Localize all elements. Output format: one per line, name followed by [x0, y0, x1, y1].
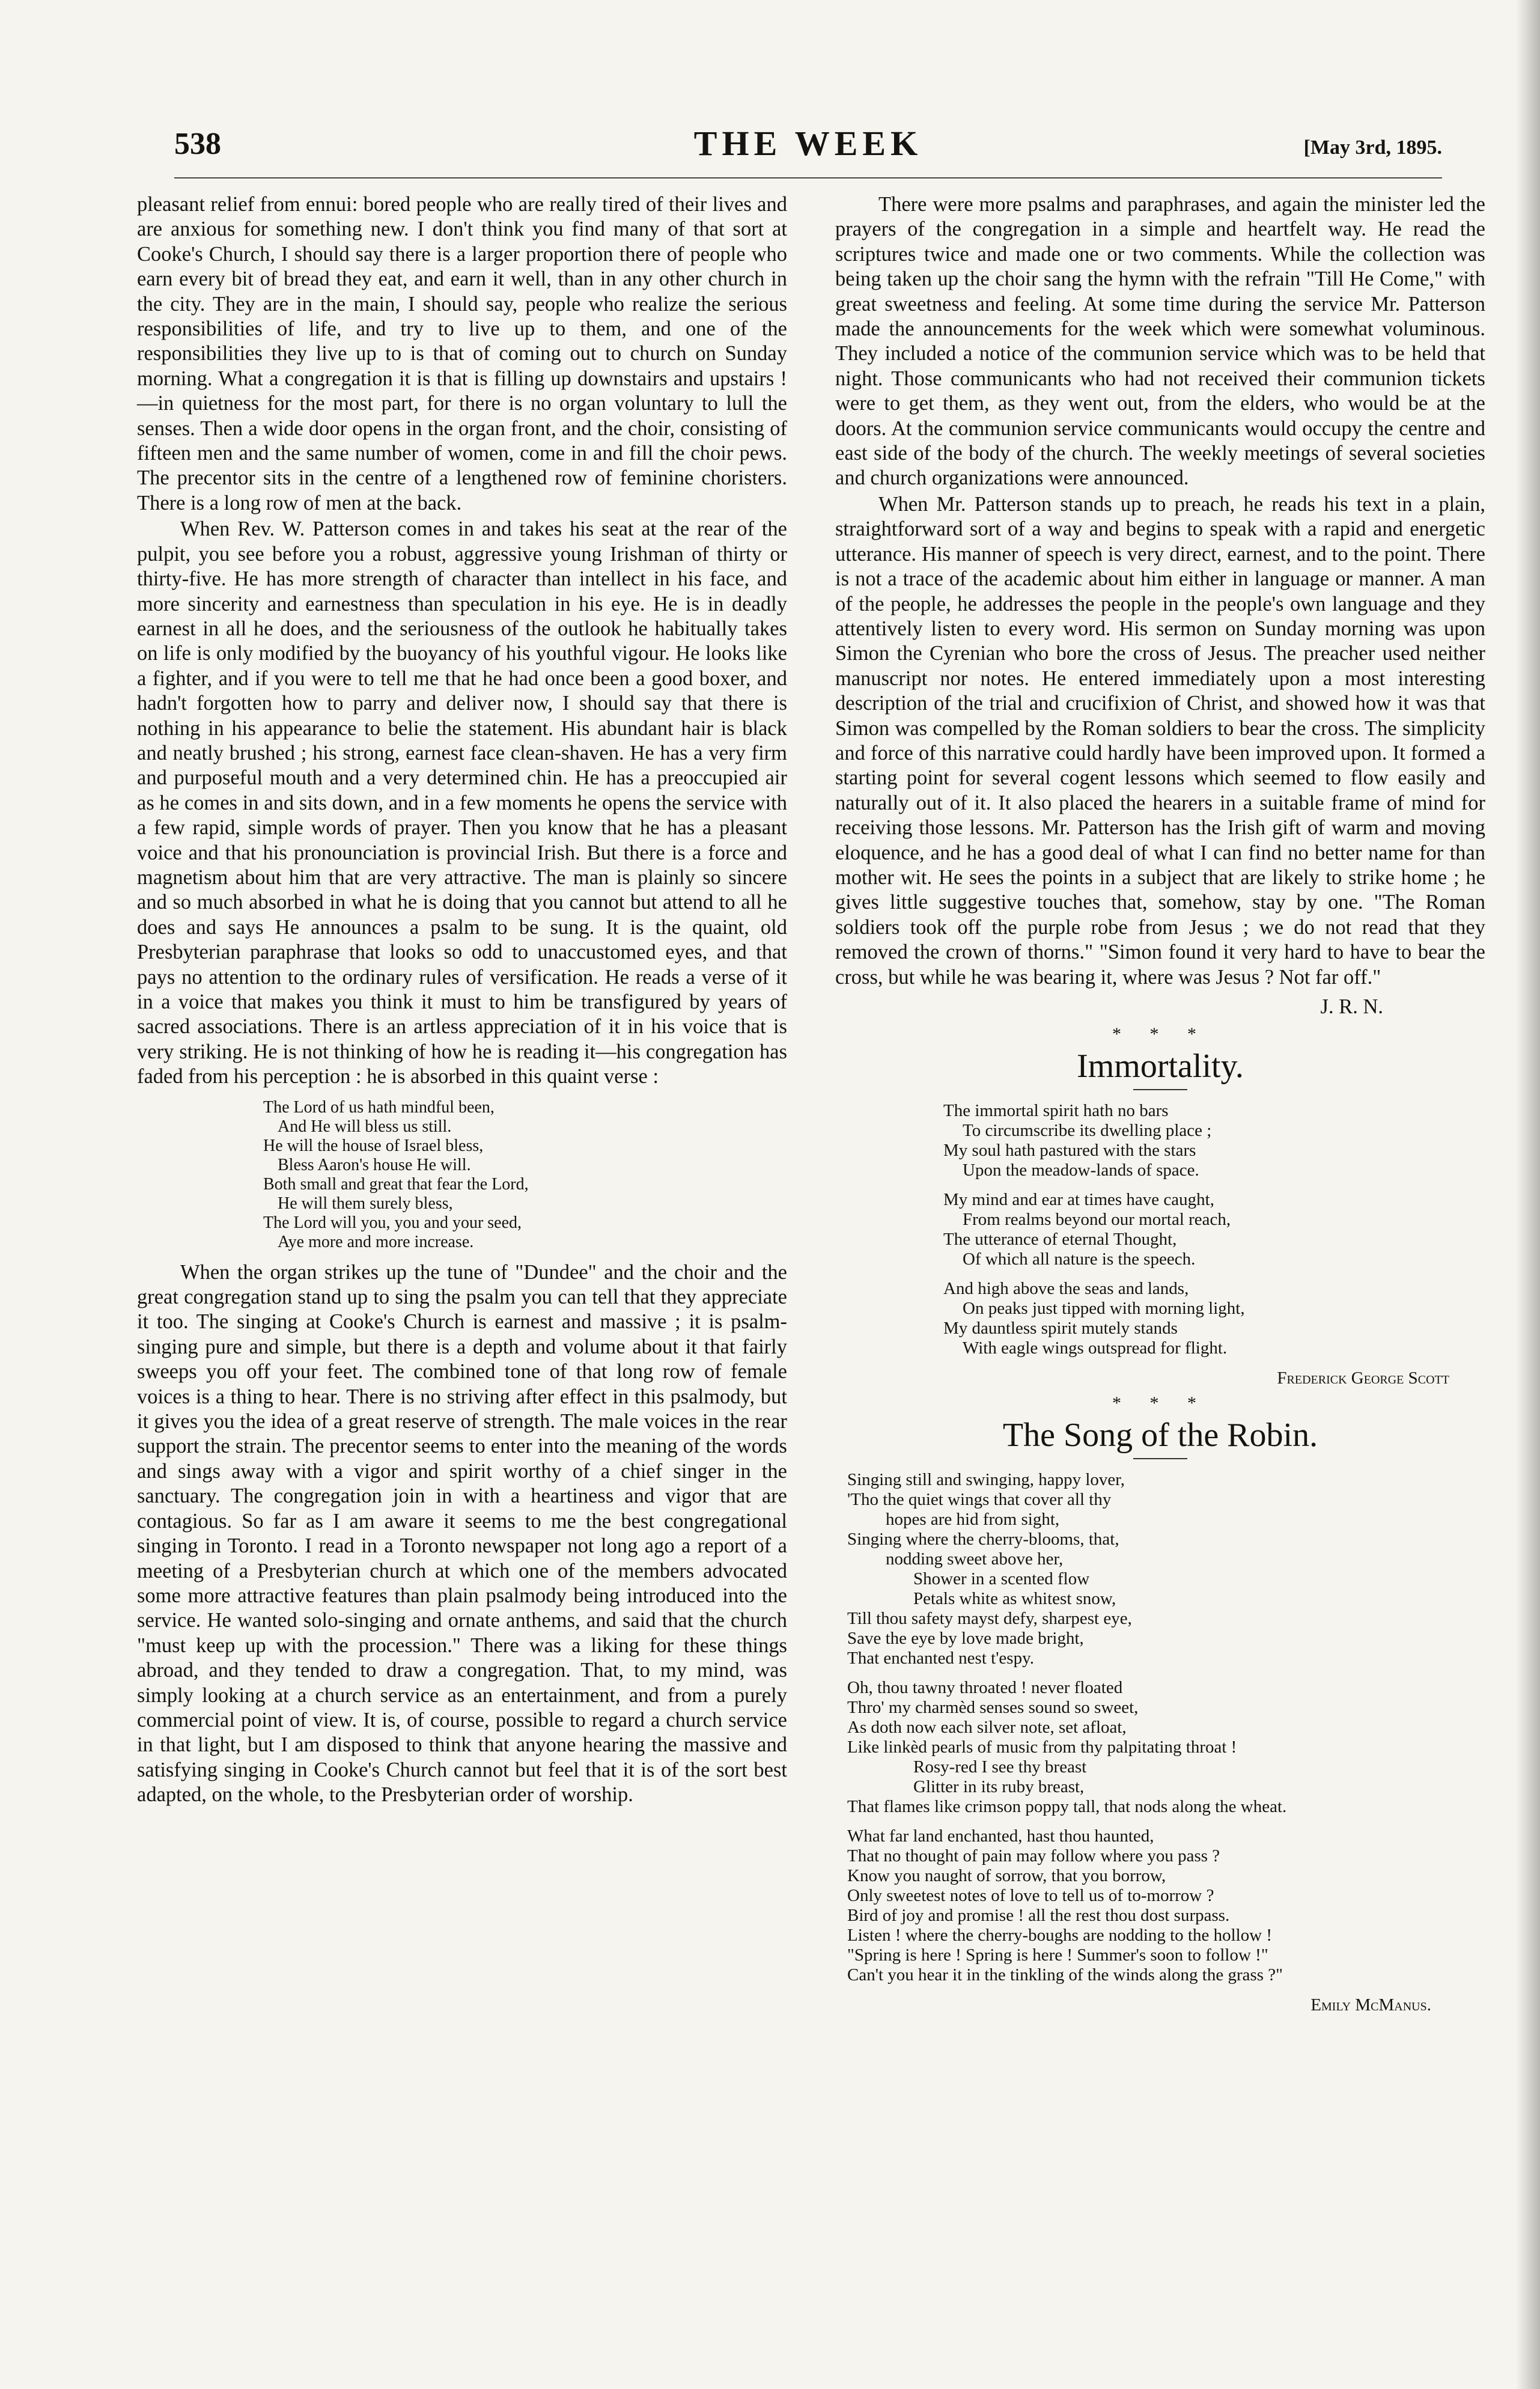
poem-line: On peaks just tipped with morning light,: [963, 1299, 1245, 1319]
page-number: 538: [174, 127, 221, 161]
poem-line: My mind and ear at times have caught,: [943, 1190, 1214, 1210]
poem-line: Of which all nature is the speech.: [963, 1249, 1196, 1269]
poem-line: From realms beyond our mortal reach,: [963, 1210, 1231, 1230]
poem-line: To circumscribe its dwelling place ;: [963, 1121, 1212, 1141]
poem-line: Only sweetest notes of love to tell us of to-morrow ?: [847, 1886, 1214, 1906]
page-header: [174, 123, 1442, 178]
poem-immortality: [943, 1101, 1485, 1358]
page-edge-shadow: [1516, 0, 1540, 2389]
poem-line: Like linkèd pearls of music from thy palpitating throat !: [847, 1738, 1237, 1757]
section-divider: * * *: [1112, 1024, 1208, 1045]
verse-line: And He will bless us still.: [278, 1117, 452, 1136]
title-rule: [1133, 1458, 1187, 1459]
poem-title-robin: The Song of the Robin.: [1002, 1417, 1318, 1454]
poem-line: As doth now each silver note, set afloat,: [847, 1718, 1127, 1738]
poem-line: The immortal spirit hath no bars: [943, 1101, 1169, 1121]
poem-line: Bird of joy and promise ! all the rest thou dost surpass.: [847, 1906, 1230, 1926]
verse-line: Aye more and more increase.: [278, 1232, 474, 1251]
poem-line: My soul hath pastured with the stars: [943, 1141, 1196, 1161]
poem-stanza: [847, 1678, 1485, 1817]
poem-line: Oh, thou tawny throated ! never floated: [847, 1678, 1123, 1698]
poem-robin: [847, 1470, 1485, 1985]
article-signature: J. R. N.: [1320, 995, 1383, 1018]
poem-line: Upon the meadow-lands of space.: [963, 1161, 1199, 1180]
left-column: [137, 192, 787, 1809]
poem-line: The utterance of eternal Thought,: [943, 1230, 1177, 1249]
poem-title-immortality: Immortality.: [1077, 1048, 1244, 1085]
poem-line: Singing where the cherry-blooms, that,: [847, 1530, 1119, 1549]
masthead: THE WEEK: [693, 124, 923, 163]
poem-line: nodding sweet above her,: [886, 1549, 1064, 1569]
poem-stanza: [943, 1190, 1485, 1269]
poem-line: Can't you hear it in the tinkling of the winds along the grass ?": [847, 1965, 1283, 1985]
article-paragraph-1: pleasant relief from ennui: bored people who are really tired of their lives and are anxious for something new. I don't think you find many of that sort at Cooke's Church, I should say there is a larger proportion there of people who earn every bit of bread they eat, and earn it well, than in any other church in the city. They are in the main, I should say, people who realize the serious responsibilities of life, and try to live up to them, and one of the responsibilities they live up to is that of coming out to church on Sunday morning. What a congregation it is that is filling up downstairs and upstairs !—in quietness for the most part, for there is no organ voluntary to lull the senses. Then a wide door opens in the organ front, and the choir, consisting of fifteen men and the same number of women, come in and fill the choir pews. The precentor sits in the centre of a lengthened row of feminine choristers. There is a long row of men at the back.: [137, 193, 787, 514]
poem-line: Listen ! where the cherry-boughs are nodding to the hollow !: [847, 1926, 1273, 1945]
poem-line: hopes are hid from sight,: [886, 1510, 1060, 1530]
poem-line: That flames like crimson poppy tall, that nods along the wheat.: [847, 1797, 1287, 1817]
article-paragraph-5: When Mr. Patterson stands up to preach, he reads his text in a plain, straightforward sort of a way and begins to speak with a rapid and energetic utterance. His manner of speech is very direct, earnest, and to the point. There is not a trace of the academic about him either in language or manner. A man of the people, he addresses the people in the people's own language and they attentively listen to every word. His sermon on Sunday morning was upon Simon the Cyrenian who bore the cross of Jesus. The preacher used neither manuscript nor notes. He entered immediately upon a most interesting description of the trial and crucifixion of Christ, and showed how it was that Simon was compelled by the Roman soldiers to bear the cross. The simplicity and force of this narrative could hardly have been improved upon. It formed a starting point for several cogent lessons which seemed to flow easily and naturally out of it. It also placed the hearers in a suitable frame of mind for receiving those lessons. Mr. Patterson has the Irish gift of warm and moving eloquence, and he has a good deal of what I can find no better name for than mother wit. He sees the points in a subject that are likely to strike home ; he gives little suggestive touches that, somehow, stay by one. "The Roman soldiers took off the purple robe from Jesus ; we do not read that they removed the crown of thorns." "Simon found it very hard to have to bear the cross, but while he was bearing it, where was Jesus ? Not far off.": [835, 492, 1485, 989]
poem-line: Glitter in its ruby breast,: [913, 1777, 1085, 1797]
article-paragraph-3: When the organ strikes up the tune of "Dundee" and the choir and the great congregation stand up to sing the psalm you can tell that they appreciate it too. The singing at Cooke's Church is earnest and massive ; it is psalm-singing pure and simple, but there is a depth and volume about it that fairly sweeps you off your feet. The combined tone of that long row of female voices is a thing to hear. There is no striving after effect in this psalmody, but it gives you the idea of a great reserve of strength. The male voices in the rear support the strain. The precentor seems to enter into the meaning of the words and sings away with a vigor and spirit worthy of a chief singer in the sanctuary. The congregation join in with a heartiness and vigor that are contagious. So far as I am aware it seems to me the best congregational singing in Toronto. I read in a Toronto newspaper not long ago a report of a meeting of a Presbyterian church at which one of the members advocated some more attractive features than plain psalmody being introduced into the service. He wanted solo-singing and ornate anthems, and said that the church "must keep up with the procession." There was a liking for these things abroad, and they tended to draw a congregation. That, to my mind, was simply looking at a church service as an entertainment, and from a purely commercial point of view. It is, of course, possible to regard a church service in that light, but I am disposed to think that anyone hearing the massive and satisfying singing in Cooke's Church cannot but feel that it is of the sort best adapted, on the whole, to the Presbyterian order of worship.: [137, 1260, 787, 1807]
poem-line: Till thou safety mayst defy, sharpest eye,: [847, 1609, 1132, 1629]
poem-line: Rosy-red I see thy breast: [913, 1757, 1087, 1777]
issue-date: [May 3rd, 1895.: [1303, 136, 1442, 159]
poem-author-mcmanus: Emily McManus.: [1310, 1995, 1431, 2015]
verse-line: Both small and great that fear the Lord,: [263, 1174, 529, 1194]
poem-line: Petals white as whitest snow,: [913, 1589, 1116, 1609]
right-column: [835, 192, 1485, 2015]
poem-line: Shower in a scented flow: [913, 1569, 1090, 1589]
poem-line: Thro' my charmèd senses sound so sweet,: [847, 1698, 1139, 1718]
section-divider: * * *: [1112, 1393, 1208, 1414]
poem-stanza: [847, 1826, 1485, 1985]
verse-line: He will the house of Israel bless,: [263, 1136, 484, 1155]
poem-author-scott: Frederick George Scott: [1277, 1368, 1449, 1388]
poem-line: Know you naught of sorrow, that you borrow,: [847, 1866, 1166, 1886]
poem-line: Singing still and swinging, happy lover,: [847, 1470, 1125, 1490]
verse-line: Bless Aaron's house He will.: [278, 1155, 471, 1174]
poem-line: And high above the seas and lands,: [943, 1279, 1189, 1299]
poem-line: My dauntless spirit mutely stands: [943, 1319, 1178, 1338]
verse-line: The Lord of us hath mindful been,: [263, 1097, 495, 1117]
psalm-verse: [263, 1098, 787, 1252]
article-paragraph-4: There were more psalms and paraphrases, and again the minister led the prayers of the congregation in a simple and heartfelt way. He read the scriptures twice and made one or two comments. While the collection was being taken up the choir sang the hymn with the refrain "Till He Come," with great sweetness and feeling. At some time during the service Mr. Patterson made the announcements for the week which were somewhat voluminous. They included a notice of the communion service which was to be held that night. Those communicants who had not received their communion tickets were to get them, as they went out, from the elders, who would be at the doors. At the communion service communicants would occupy the centre and east side of the body of the church. The weekly meetings of several societies and church organizations were announced.: [835, 193, 1485, 490]
poem-stanza: [847, 1470, 1485, 1668]
title-rule: [1133, 1089, 1187, 1090]
verse-line: The Lord will you, you and your seed,: [263, 1213, 522, 1232]
poem-line: That no thought of pain may follow where you pass ?: [847, 1846, 1220, 1866]
poem-line: "Spring is here ! Spring is here ! Summer's soon to follow !": [847, 1945, 1268, 1965]
poem-line: With eagle wings outspread for flight.: [963, 1338, 1228, 1358]
poem-line: Save the eye by love made bright,: [847, 1629, 1084, 1649]
poem-stanza: [943, 1279, 1485, 1358]
poem-line: What far land enchanted, hast thou haunted,: [847, 1826, 1154, 1846]
article-paragraph-2: When Rev. W. Patterson comes in and takes his seat at the rear of the pulpit, you see before you a robust, aggressive young Irishman of thirty or thirty-five. He has more strength of character than intellect in his face, and more sincerity and earnestness than speculation in his eye. He is in deadly earnest in all he does, and the seriousness of the outlook he habitually takes on life is only modified by the buoyancy of his youthful vigour. He looks like a fighter, and if you were to tell me that he had once been a good boxer, and hadn't forgotten how to parry and deliver now, I should say that there is nothing in his appearance to belie the statement. His abundant hair is black and neatly brushed ; his strong, earnest face clean-shaven. He has a very firm and purposeful mouth and a very determined chin. He has a preoccupied air as he comes in and sits down, and in a few moments he opens the service with a few rapid, simple words of prayer. Then you know that he has a pleasant voice and that his pronounciation is provincial Irish. But there is a force and magnetism about him that are very attractive. The man is plainly so sincere and so much absorbed in what he is doing that you cannot but attend to all he does and says He announces a psalm to be sung. It is the quaint, old Presbyterian paraphrase that looks so odd to unaccustomed eyes, and that pays no attention to the ordinary rules of versification. He reads a verse of it in a voice that makes you think it must to him be transfigured by years of sacred associations. There is an artless appreciation of it in his voice that is very striking. He is not thinking of how he is reading it—his congregation has faded from his perception : he is absorbed in this quaint verse :: [137, 517, 787, 1088]
verse-line: He will them surely bless,: [278, 1194, 453, 1213]
poem-line: That enchanted nest t'espy.: [847, 1649, 1034, 1668]
poem-line: 'Tho the quiet wings that cover all thy: [847, 1490, 1112, 1510]
poem-stanza: [943, 1101, 1485, 1180]
